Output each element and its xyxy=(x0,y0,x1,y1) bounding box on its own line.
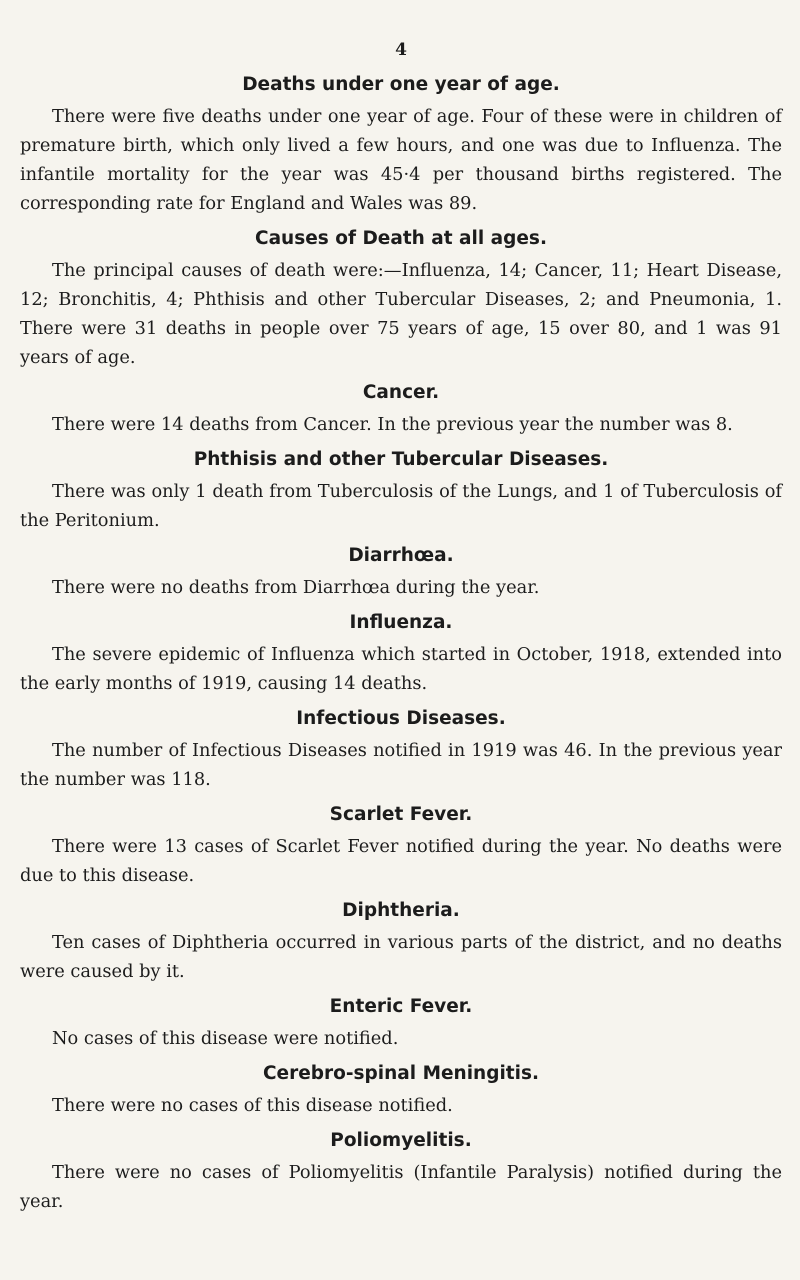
section-meningitis xyxy=(20,1063,782,1120)
section-infant-deaths xyxy=(20,74,782,218)
page-number: 4 xyxy=(395,40,407,60)
section-heading: Deaths under one year of age. xyxy=(242,74,560,95)
section-paragraph: There were five deaths under one year of age. Four of these were in children of premature birth, which only lived a few hours, and one was due to Influenza. The infantile mortality for the year was 45·4 per thousand births registered. The corresponding rate for England and Wales was 89. xyxy=(20,106,782,214)
section-heading: Influenza. xyxy=(349,612,453,633)
section-heading: Cancer. xyxy=(362,382,440,403)
section-heading: Poliomyelitis. xyxy=(330,1130,472,1151)
section-paragraph: There was only 1 death from Tuberculosis of the Lungs, and 1 of Tuberculosis of the Peritonium. xyxy=(20,481,782,531)
section-paragraph: There were no deaths from Diarrhœa during the year. xyxy=(52,577,540,598)
document-page xyxy=(20,40,782,1216)
section-paragraph: The severe epidemic of Influenza which started in October, 1918, extended into the early months of 1919, causing 14 deaths. xyxy=(20,644,782,694)
section-heading: Diarrhœa. xyxy=(348,545,454,566)
section-infectious-diseases xyxy=(20,708,782,794)
section-heading: Enteric Fever. xyxy=(329,996,473,1017)
section-diphtheria xyxy=(20,900,782,986)
section-heading: Phthisis and other Tubercular Diseases. xyxy=(193,449,609,470)
section-heading: Infectious Diseases. xyxy=(296,708,506,729)
section-diarrhoea xyxy=(20,545,782,602)
section-enteric-fever xyxy=(20,996,782,1053)
section-paragraph: No cases of this disease were notified. xyxy=(52,1028,399,1049)
section-phthisis xyxy=(20,449,782,535)
section-paragraph: The number of Infectious Diseases notified in 1919 was 46. In the previous year the number was 118. xyxy=(20,740,782,790)
section-cancer xyxy=(20,382,782,439)
section-paragraph: The principal causes of death were:—Influenza, 14; Cancer, 11; Heart Disease, 12; Bronchitis, 4; Phthisis and other Tubercular Diseases, 2; and Pneumonia, 1. There were 31 deaths in people over 75 years of age, 15 over 80, and 1 was 91 years of age. xyxy=(20,260,782,368)
section-paragraph: There were no cases of this disease notified. xyxy=(52,1095,453,1116)
section-poliomyelitis xyxy=(20,1130,782,1216)
section-scarlet-fever xyxy=(20,804,782,890)
section-influenza xyxy=(20,612,782,698)
section-paragraph: There were 14 deaths from Cancer. In the previous year the number was 8. xyxy=(52,414,733,435)
section-heading: Diphtheria. xyxy=(342,900,460,921)
section-heading: Scarlet Fever. xyxy=(329,804,473,825)
section-heading: Causes of Death at all ages. xyxy=(255,228,547,249)
section-causes-of-death xyxy=(20,228,782,372)
section-heading: Cerebro-spinal Meningitis. xyxy=(262,1063,540,1084)
section-paragraph: There were 13 cases of Scarlet Fever notified during the year. No deaths were due to this disease. xyxy=(20,836,782,886)
section-paragraph: Ten cases of Diphtheria occurred in various parts of the district, and no deaths were caused by it. xyxy=(20,932,782,982)
section-paragraph: There were no cases of Poliomyelitis (Infantile Paralysis) notified during the year. xyxy=(20,1162,782,1212)
